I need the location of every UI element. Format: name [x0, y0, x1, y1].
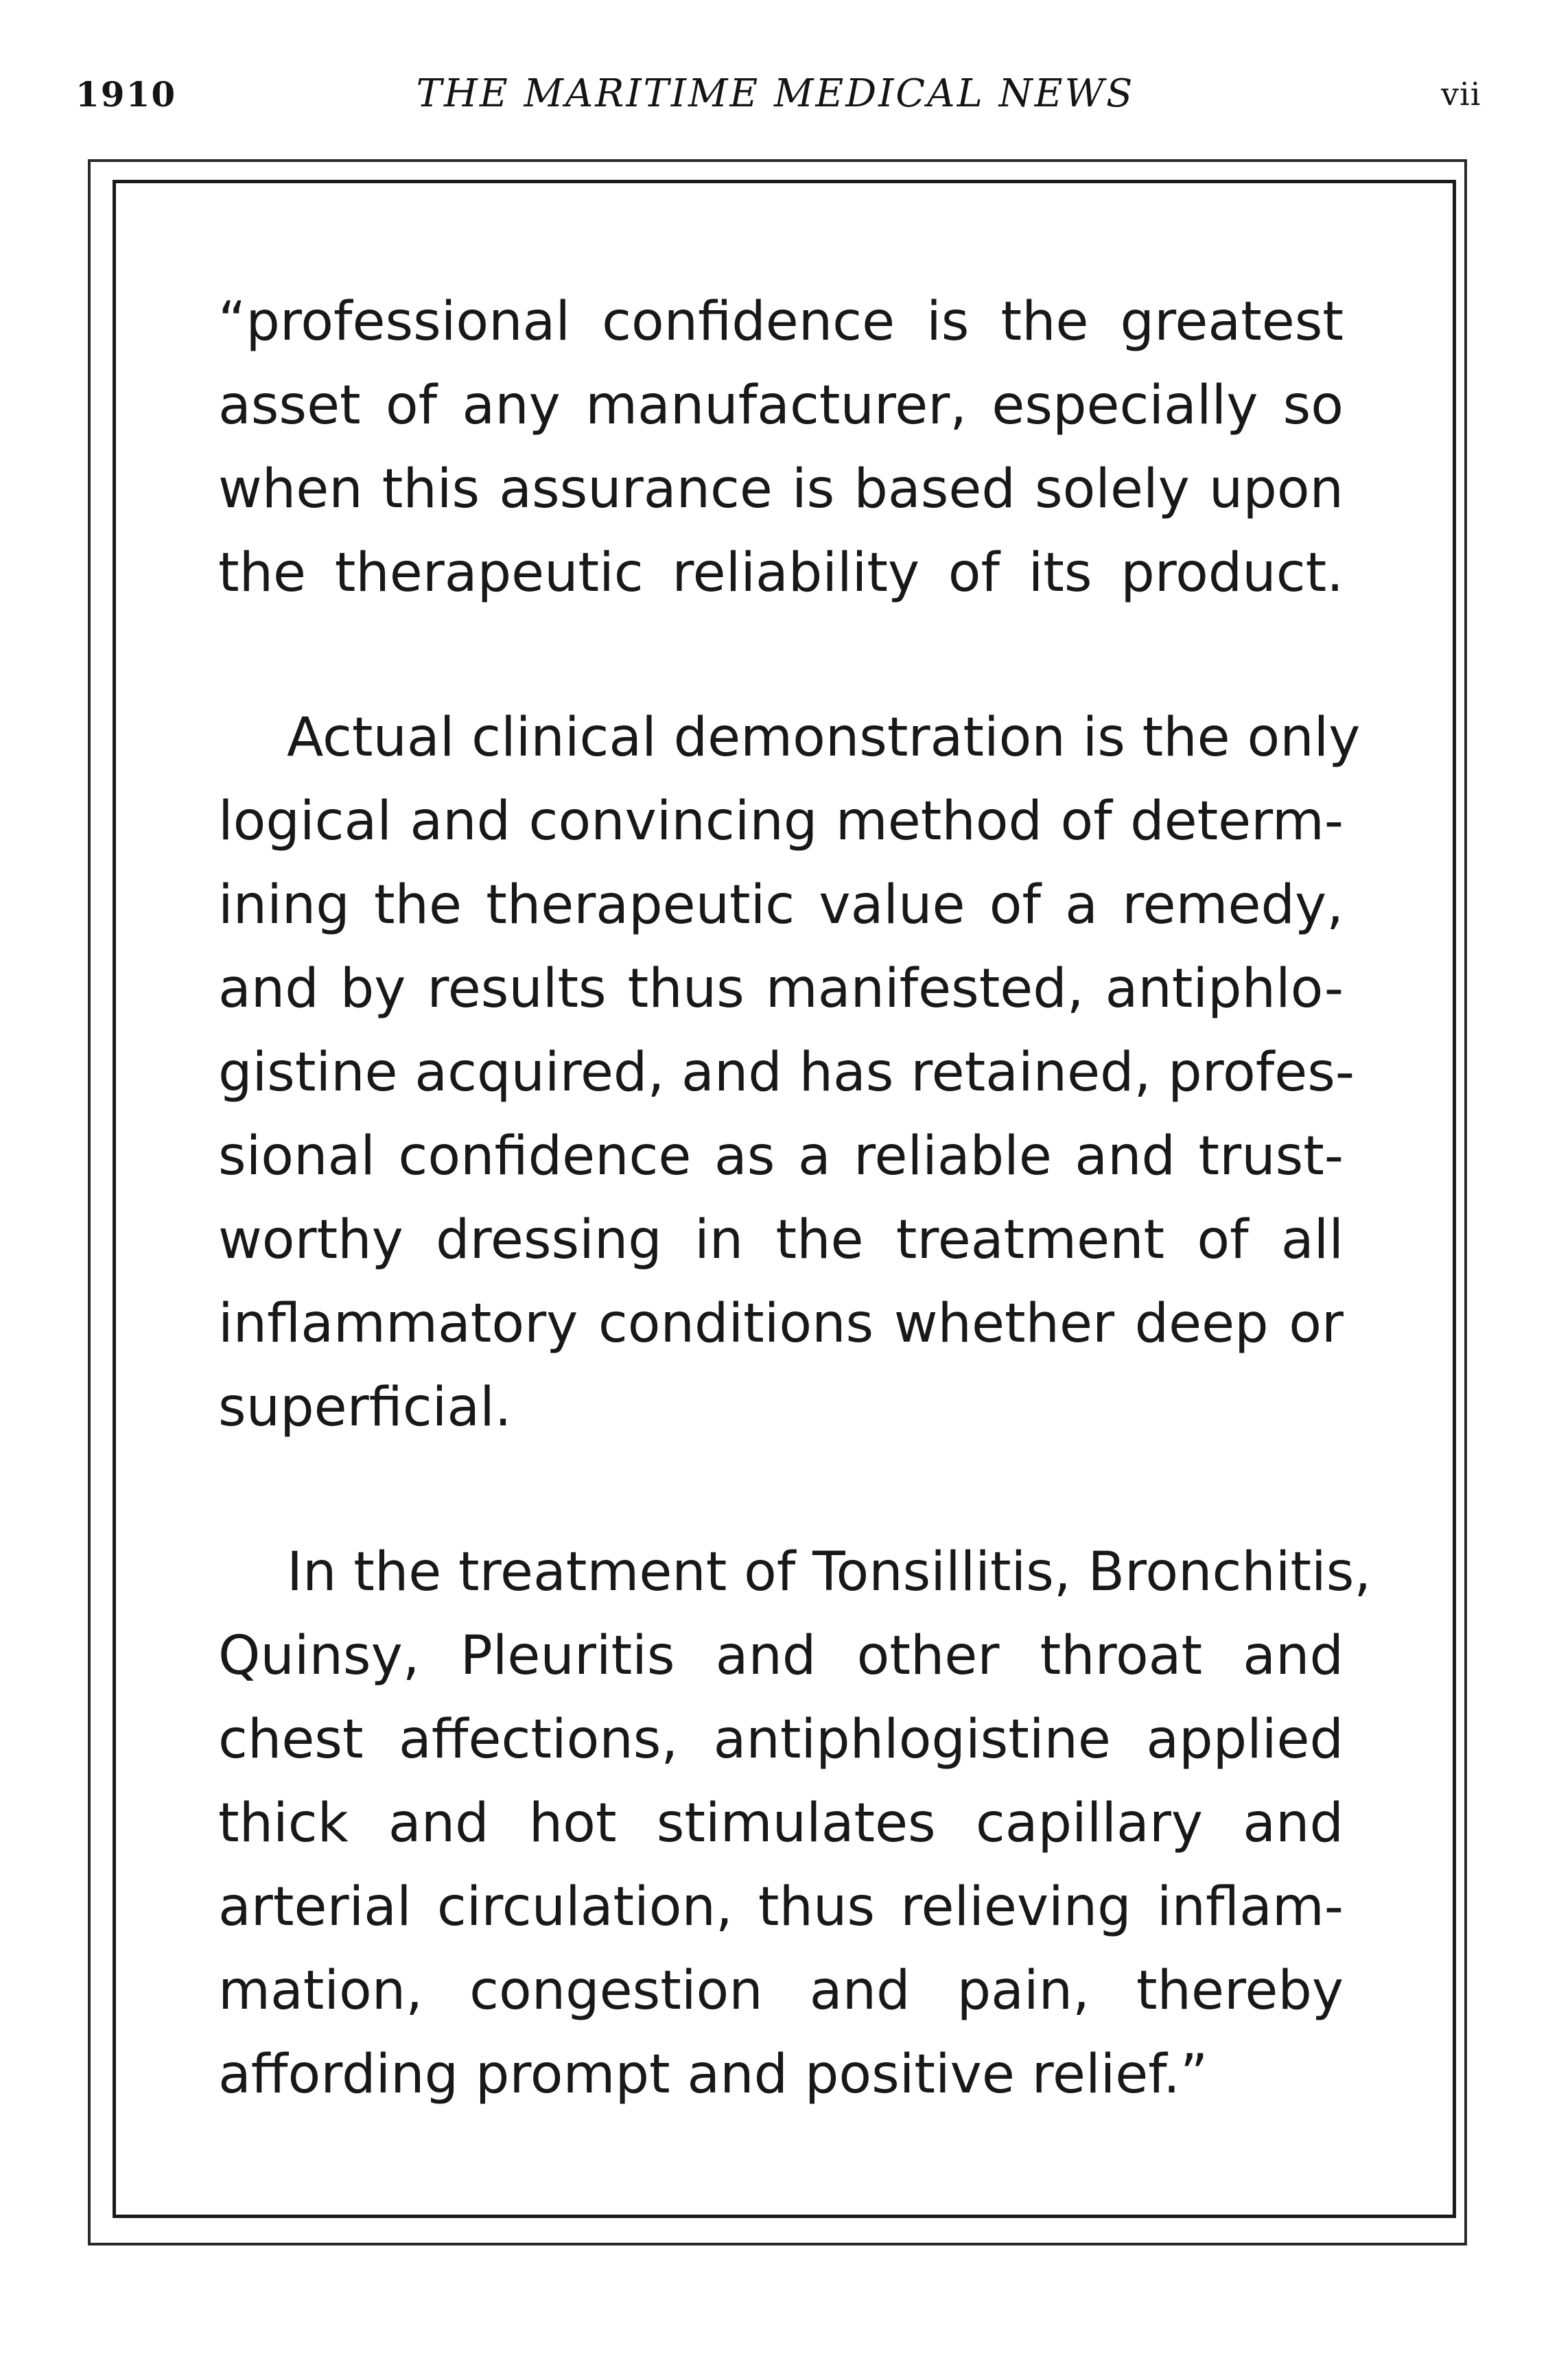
text-line: worthy dressing in the treatment of all	[218, 1209, 1344, 1271]
running-head	[0, 0, 1559, 137]
text-line: mation, congestion and pain, thereby	[218, 1960, 1344, 2022]
paragraph-professional-confidence	[218, 280, 1344, 615]
text-line: asset of any manufacturer, especially so	[218, 375, 1344, 436]
page-number: vii	[1441, 75, 1481, 113]
text-line: Quinsy, Pleuritis and other throat and	[218, 1625, 1344, 1687]
text-line: “professional confidence is the greatest	[218, 291, 1344, 353]
text-line: logical and convincing method of determ-	[218, 791, 1344, 852]
text-line: the therapeutic reliability of its product.	[218, 542, 1344, 604]
text-line: arterial circulation, thus relieving inflam-	[218, 1876, 1344, 1938]
advertisement-body	[218, 280, 1372, 2116]
text-line: affording prompt and positive relief.”	[218, 2044, 1208, 2105]
text-line: and by results thus manifested, antiphlo-	[218, 958, 1344, 1020]
journal-title: THE MARITIME MEDICAL NEWS	[416, 71, 1135, 116]
text-line: inflammatory conditions whether deep or	[218, 1293, 1344, 1355]
paragraph-treatment-conditions	[218, 1530, 1372, 2116]
text-line: In the treatment of Tonsillitis, Bronchitis,	[287, 1541, 1372, 1603]
text-line: gistine acquired, and has retained, profes-	[218, 1042, 1355, 1104]
page-year: 1910	[75, 74, 177, 115]
text-line: when this assurance is based solely upon	[218, 458, 1344, 520]
paragraph-clinical-demonstration	[218, 696, 1361, 1449]
text-line: thick and hot stimulates capillary and	[218, 1793, 1344, 1854]
text-line: superficial.	[218, 1377, 512, 1438]
text-line: Actual clinical demonstration is the only	[287, 707, 1361, 769]
text-line: ining the therapeutic value of a remedy,	[218, 874, 1344, 936]
text-line: sional confidence as a reliable and trust-	[218, 1125, 1344, 1187]
text-line: chest affections, antiphlogistine applied	[218, 1709, 1344, 1771]
